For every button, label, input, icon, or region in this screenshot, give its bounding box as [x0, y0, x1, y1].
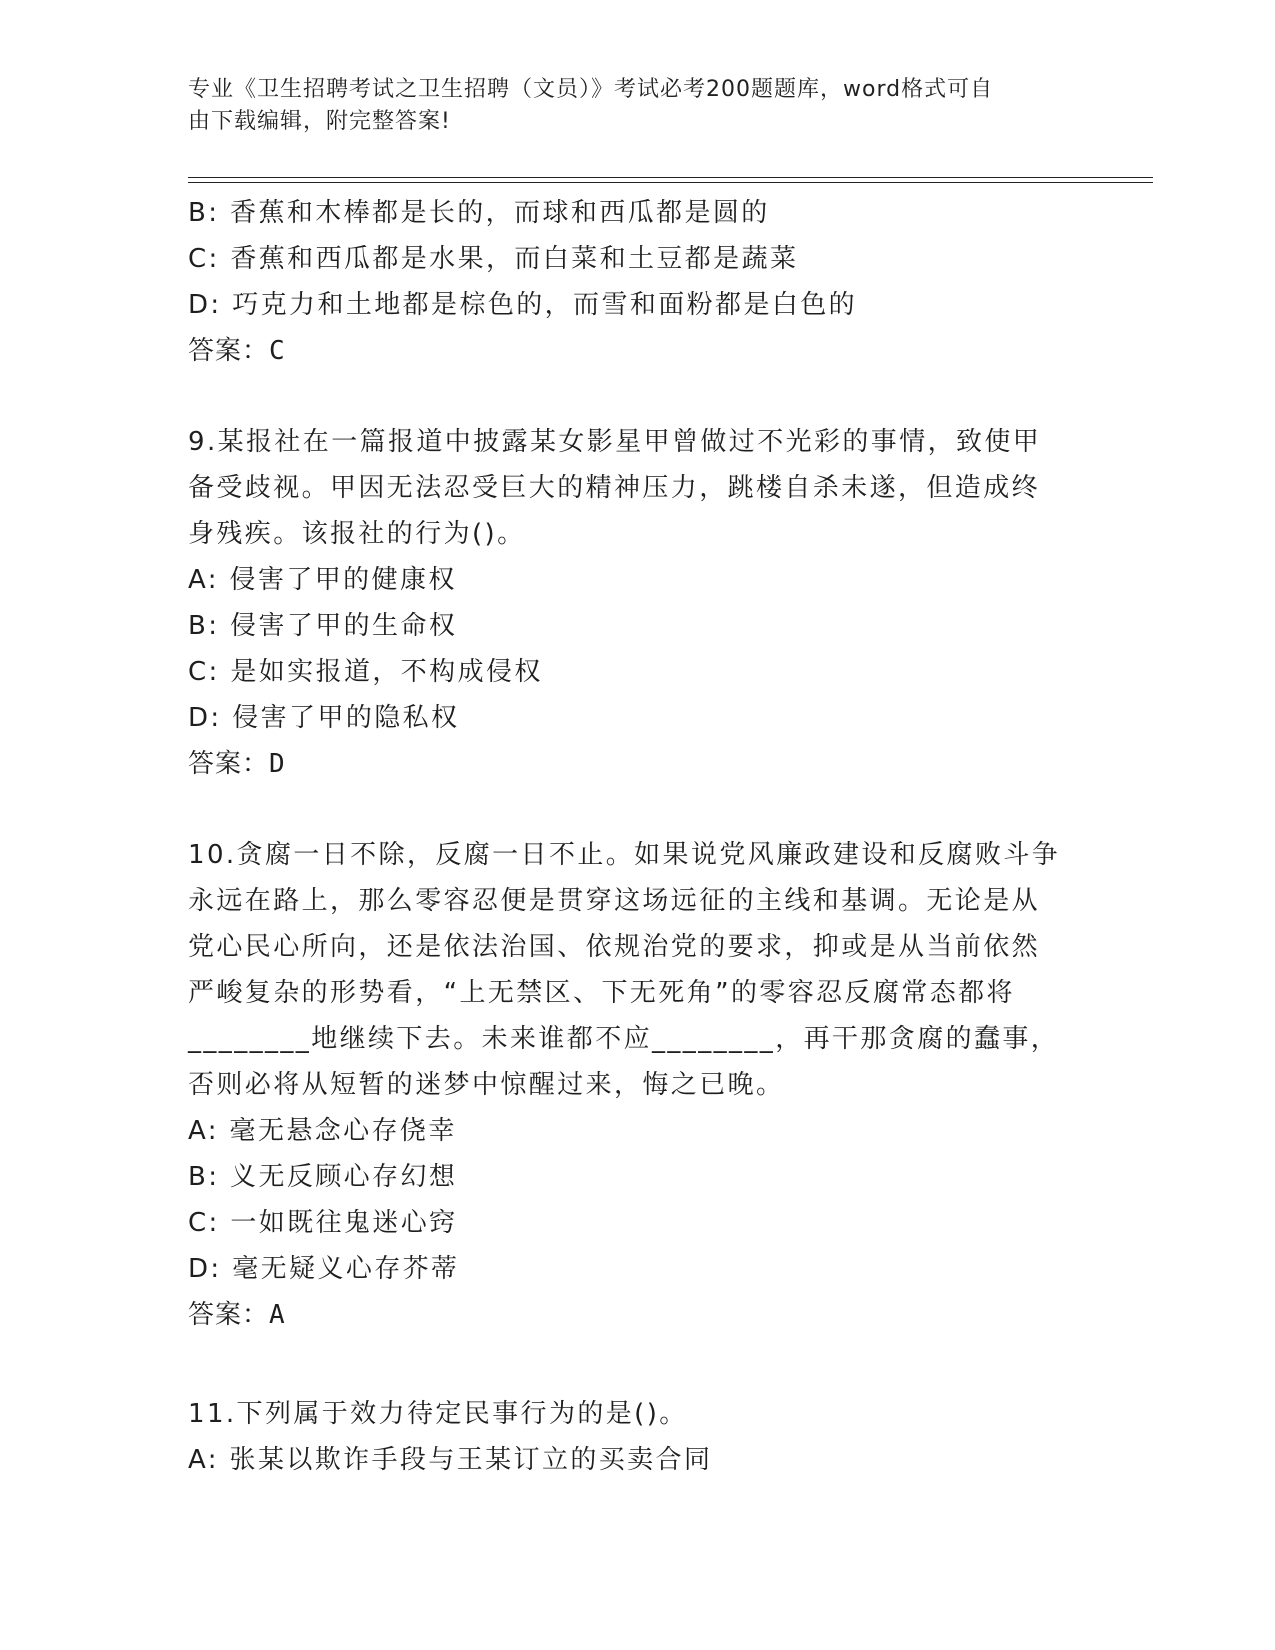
spacer: [188, 787, 1088, 832]
q10-answer: 答案：A: [188, 1300, 286, 1330]
q10-option-a: A: 毫无悬念心存侥幸: [188, 1116, 457, 1146]
question-8: [188, 190, 1088, 374]
q9-option-b: B: 侵害了甲的生命权: [188, 611, 458, 641]
q9-stem-line-2: 备受歧视。甲因无法忍受巨大的精神压力，跳楼自杀未遂，但造成终: [188, 473, 1041, 503]
q11-stem-line-1: 11.下列属于效力待定民事行为的是()。: [188, 1399, 688, 1429]
q9-stem-line-1: 9.某报社在一篇报道中披露某女影星甲曾做过不光彩的事情，致使甲: [188, 427, 1042, 457]
q8-option-c: C: 香蕉和西瓜都是水果，而白菜和土豆都是蔬菜: [188, 244, 799, 274]
q10-stem-line-1: 10.贪腐一日不除，反腐一日不止。如果说党风廉政建设和反腐败斗争: [188, 840, 1061, 870]
header-rule-top: [188, 177, 1153, 178]
page-header: [188, 74, 1088, 138]
q8-option-d: D: 巧克力和土地都是棕色的，而雪和面粉都是白色的: [188, 290, 858, 320]
q10-stem-line-2: 永远在路上，那么零容忍便是贯穿这场远征的主线和基调。无论是从: [188, 886, 1041, 916]
q10-stem-line-3: 党心民心所向，还是依法治国、依规治党的要求，抑或是从当前依然: [188, 932, 1041, 962]
question-11: [188, 1391, 1088, 1483]
q9-stem-line-3: 身残疾。该报社的行为()。: [188, 519, 526, 549]
q8-option-b: B: 香蕉和木棒都是长的，而球和西瓜都是圆的: [188, 198, 770, 228]
header-line-2: 由下载编辑，附完整答案!: [188, 109, 451, 134]
q9-option-a: A: 侵害了甲的健康权: [188, 565, 457, 595]
q10-option-c: C: 一如既往鬼迷心窍: [188, 1208, 458, 1238]
header-rule-bottom: [188, 182, 1153, 183]
question-10: [188, 832, 1088, 1338]
q10-stem-line-4: 严峻复杂的形势看，“上无禁区、下无死角”的零容忍反腐常态都将: [188, 978, 1015, 1008]
q10-stem-line-6: 否则必将从短暂的迷梦中惊醒过来，悔之已晚。: [188, 1070, 785, 1100]
q10-option-b: B: 义无反顾心存幻想: [188, 1162, 458, 1192]
document-body: [188, 190, 1088, 1483]
q10-option-d: D: 毫无疑义心存芥蒂: [188, 1254, 460, 1284]
spacer: [188, 374, 1088, 419]
q10-stem-line-5: ________地继续下去。未来谁都不应________，再干那贪腐的蠢事，: [188, 1024, 1060, 1054]
q8-answer: 答案：C: [188, 336, 286, 366]
spacer: [188, 1338, 1088, 1391]
header-line-1: 专业《卫生招聘考试之卫生招聘（文员）》考试必考200题题库，word格式可自: [188, 77, 994, 102]
q9-option-c: C: 是如实报道，不构成侵权: [188, 657, 543, 687]
question-9: [188, 419, 1088, 787]
q11-option-a: A: 张某以欺诈手段与王某订立的买卖合同: [188, 1445, 713, 1475]
q9-option-d: D: 侵害了甲的隐私权: [188, 703, 460, 733]
q9-answer: 答案：D: [188, 749, 286, 779]
